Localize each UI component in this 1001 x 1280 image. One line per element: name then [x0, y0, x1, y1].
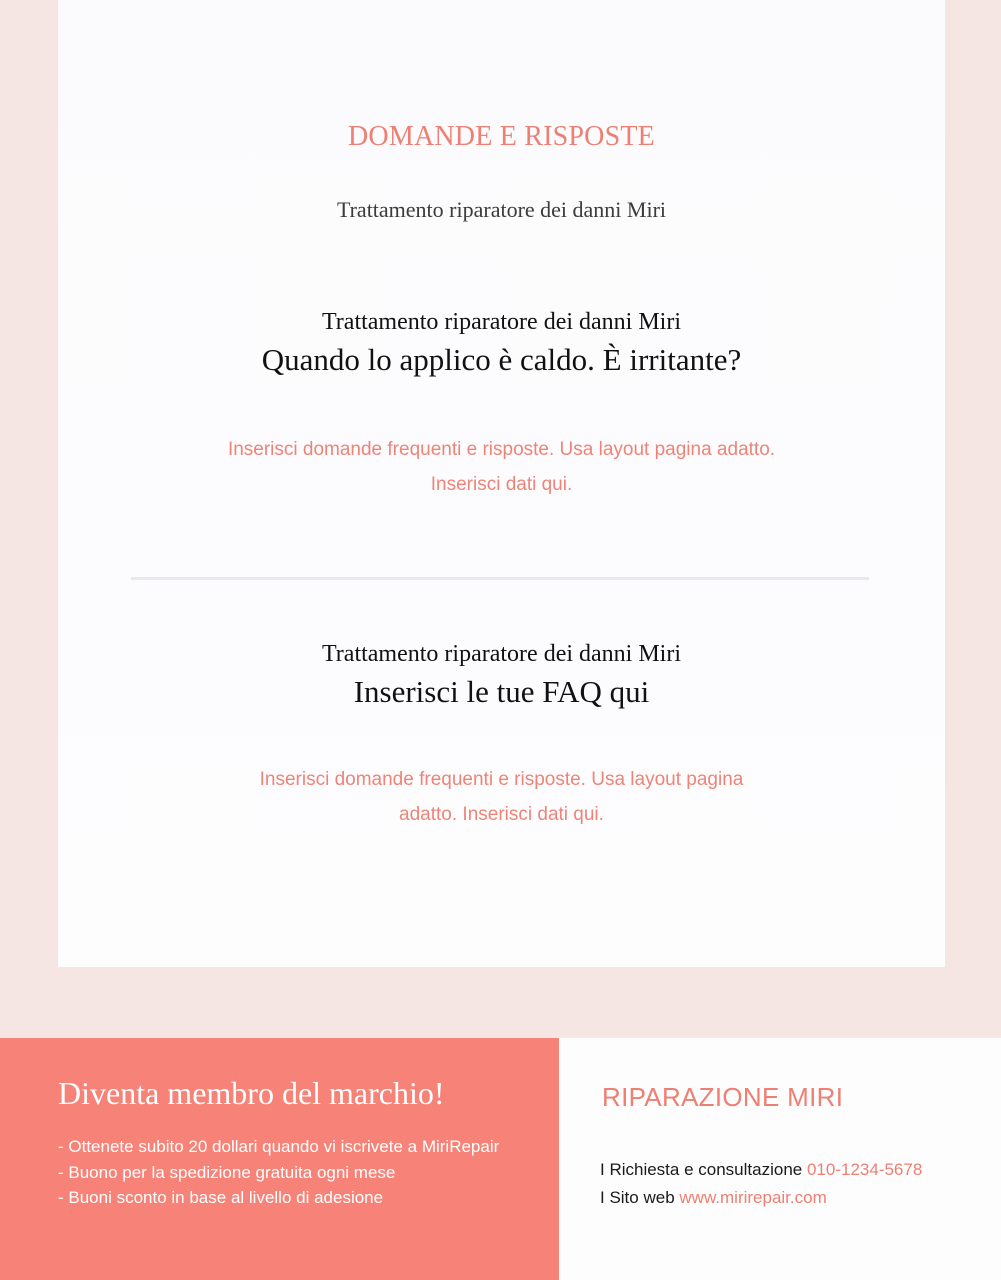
- website-link[interactable]: www.mirirepair.com: [679, 1188, 827, 1207]
- website-line: [600, 1184, 922, 1212]
- benefit-item: - Buoni sconto in base al livello di adesione: [58, 1188, 384, 1207]
- faq-subtitle: Trattamento riparatore dei danni Miri: [321, 641, 681, 667]
- faq-answer: Inserisci domande frequenti e risposte. Usa layout pagina adatto. Inserisci dati qui.: [227, 439, 776, 495]
- faq-item: [58, 306, 945, 502]
- divider: [131, 577, 869, 580]
- faq-subtitle: Trattamento riparatore dei danni Miri: [321, 309, 681, 335]
- faq-item: [58, 638, 945, 832]
- faq-question: Quando lo applico è caldo. È irritante?: [261, 342, 742, 377]
- benefit-item: - Ottenete subito 20 dollari quando vi iscrivete a MiriRepair: [58, 1137, 500, 1156]
- faq-question: Inserisci le tue FAQ qui: [353, 674, 650, 709]
- phone-label: I Richiesta e consultazione: [600, 1160, 803, 1179]
- faq-card: [58, 0, 945, 967]
- brand-name: RIPARAZIONE MIRI: [602, 1082, 844, 1112]
- membership-promo: [0, 1038, 559, 1280]
- phone-line: [600, 1156, 922, 1184]
- promo-title: Diventa membro del marchio!: [58, 1075, 445, 1111]
- benefit-list: [58, 1134, 499, 1211]
- section-subtitle: Trattamento riparatore dei danni Miri: [336, 197, 667, 222]
- phone-link[interactable]: 010-1234-5678: [806, 1160, 923, 1179]
- contact-panel: [559, 1038, 1001, 1280]
- section-kicker: DOMANDE E RISPOSTE: [348, 121, 655, 152]
- contact-info: [600, 1156, 922, 1212]
- faq-answer: Inserisci domande frequenti e risposte. Usa layout pagina adatto. Inserisci dati qui.: [259, 769, 744, 825]
- benefit-item: - Buono per la spedizione gratuita ogni mese: [58, 1162, 396, 1182]
- website-label: I Sito web: [600, 1188, 675, 1207]
